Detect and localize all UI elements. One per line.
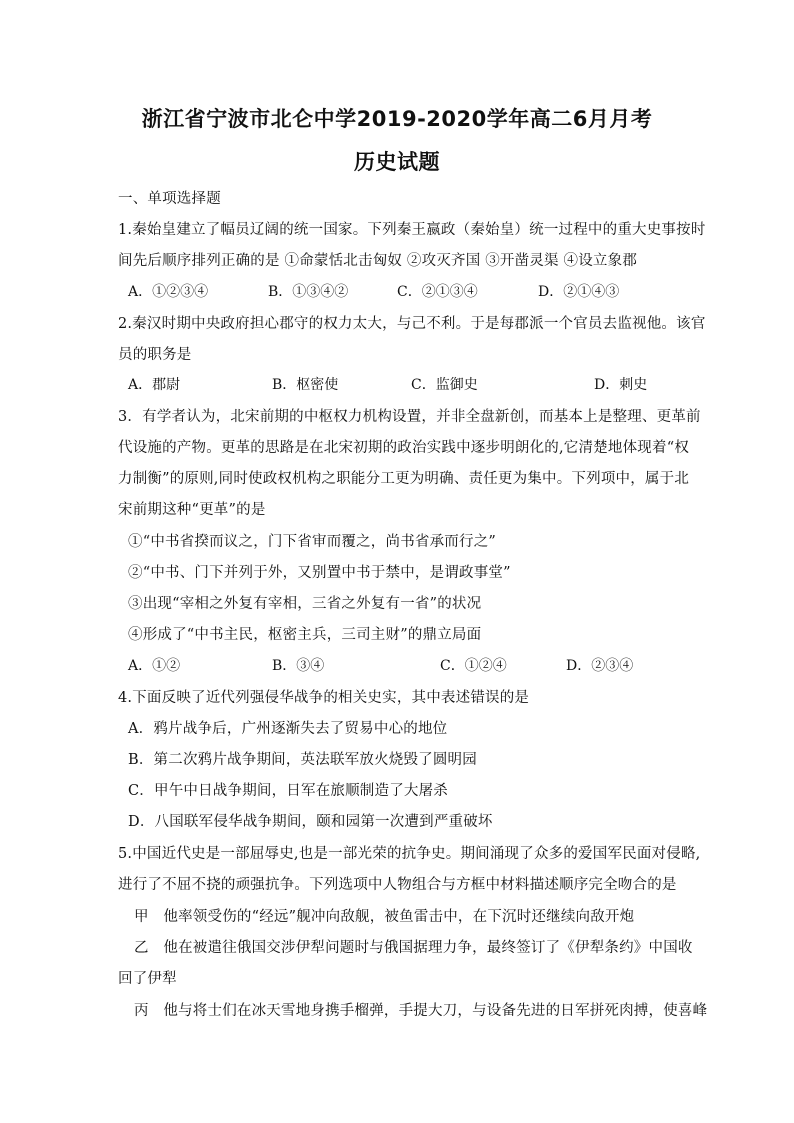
q5-item-yi: 乙 他在被遣往俄国交涉伊犁问题时与俄国据理力争，最终签订了《伊犁条约》中国收 bbox=[134, 940, 693, 956]
q5-item-yi-cont: 回了伊犁 bbox=[118, 971, 177, 987]
q3-item-3: ③出现“宰相之外复有宰相，三省之外复有一省”的状况 bbox=[128, 596, 482, 612]
q3-line3: 力制衡”的原则,同时使政权机构之职能分工更为明确、责任更为集中。下列项中，属于北 bbox=[118, 471, 690, 487]
q3-option-c: C．①②④ bbox=[440, 658, 507, 674]
q2-line2: 员的职务是 bbox=[118, 347, 192, 363]
q5-line2: 进行了不屈不挠的顽强抗争。下列选项中人物组合与方框中材料描述顺序完全吻合的是 bbox=[118, 877, 677, 893]
q1-option-d: D．②①④③ bbox=[538, 284, 620, 300]
q4-option-c: C．甲午中日战争期间，日军在旅顺制造了大屠杀 bbox=[128, 783, 448, 799]
q4-option-a: A．鸦片战争后，广州逐渐失去了贸易中心的地位 bbox=[128, 721, 448, 737]
q3-line2: 代设施的产物。更革的思路是在北宋初期的政治实践中逐步明朗化的,它清楚地体现着“权 bbox=[118, 440, 690, 456]
q1-line1: 1.秦始皇建立了幅员辽阔的统一国家。下列秦王嬴政（秦始皇）统一过程中的重大史事按时 bbox=[118, 222, 706, 238]
q3-option-d: D．②③④ bbox=[566, 658, 634, 674]
page-title: 浙江省宁波市北仑中学2019-2020学年高二6月月考 bbox=[141, 107, 653, 131]
q1-option-c: C．②①③④ bbox=[397, 284, 478, 300]
q2-option-d: D．刺史 bbox=[594, 377, 648, 393]
q4-option-b: B．第二次鸦片战争期间，英法联军放火烧毁了圆明园 bbox=[128, 752, 477, 768]
q4-option-d: D．八国联军侵华战争期间，颐和园第一次遭到严重破坏 bbox=[128, 814, 493, 830]
q5-item-jia: 甲 他率领受伤的“经远”舰冲向敌舰，被鱼雷击中，在下沉时还继续向敌开炮 bbox=[134, 909, 635, 925]
q3-item-1: ①“中书省揆而议之，门下省审而覆之，尚书省承而行之” bbox=[128, 534, 497, 550]
q3-item-2: ②“中书、门下并列于外，又别置中书于禁中，是谓政事堂” bbox=[128, 565, 511, 581]
q4-line1: 4.下面反映了近代列强侵华战争的相关史实，其中表述错误的是 bbox=[118, 690, 530, 706]
q5-line1: 5.中国近代史是一部屈辱史,也是一部光荣的抗争史。期间涌现了众多的爱国军民面对侵略, bbox=[118, 846, 701, 862]
q2-option-b: B．枢密使 bbox=[272, 377, 339, 393]
section-title: 一、单项选择题 bbox=[118, 191, 221, 207]
q3-item-4: ④形成了“中书主民，枢密主兵，三司主财”的鼎立局面 bbox=[128, 627, 482, 643]
q3-option-a: A．①② bbox=[128, 658, 181, 674]
page-subtitle: 历史试题 bbox=[354, 150, 440, 174]
q2-option-c: C．监御史 bbox=[411, 377, 478, 393]
q5-item-bing: 丙 他与将士们在冰天雪地身携手榴弹，手提大刀，与设备先进的日军拼死肉搏，使喜峰 bbox=[134, 1003, 708, 1019]
q2-option-a: A．郡尉 bbox=[128, 377, 181, 393]
q1-option-b: B．①③④② bbox=[268, 284, 349, 300]
q2-line1: 2.秦汉时期中央政府担心郡守的权力太大，与己不利。于是每郡派一个官员去监视他。该官 bbox=[118, 316, 706, 332]
q1-option-a: A．①②③④ bbox=[128, 284, 209, 300]
q3-option-b: B．③④ bbox=[272, 658, 325, 674]
q3-line1: 3．有学者认为，北宋前期的中枢权力机构设置，并非全盘新创，而基本上是整理、更革前 bbox=[118, 409, 701, 425]
q1-line2: 间先后顺序排列正确的是 ①命蒙恬北击匈奴 ②攻灭齐国 ③开凿灵渠 ④设立象郡 bbox=[118, 253, 638, 269]
q3-line4: 宋前期这种“更革”的是 bbox=[118, 502, 266, 518]
